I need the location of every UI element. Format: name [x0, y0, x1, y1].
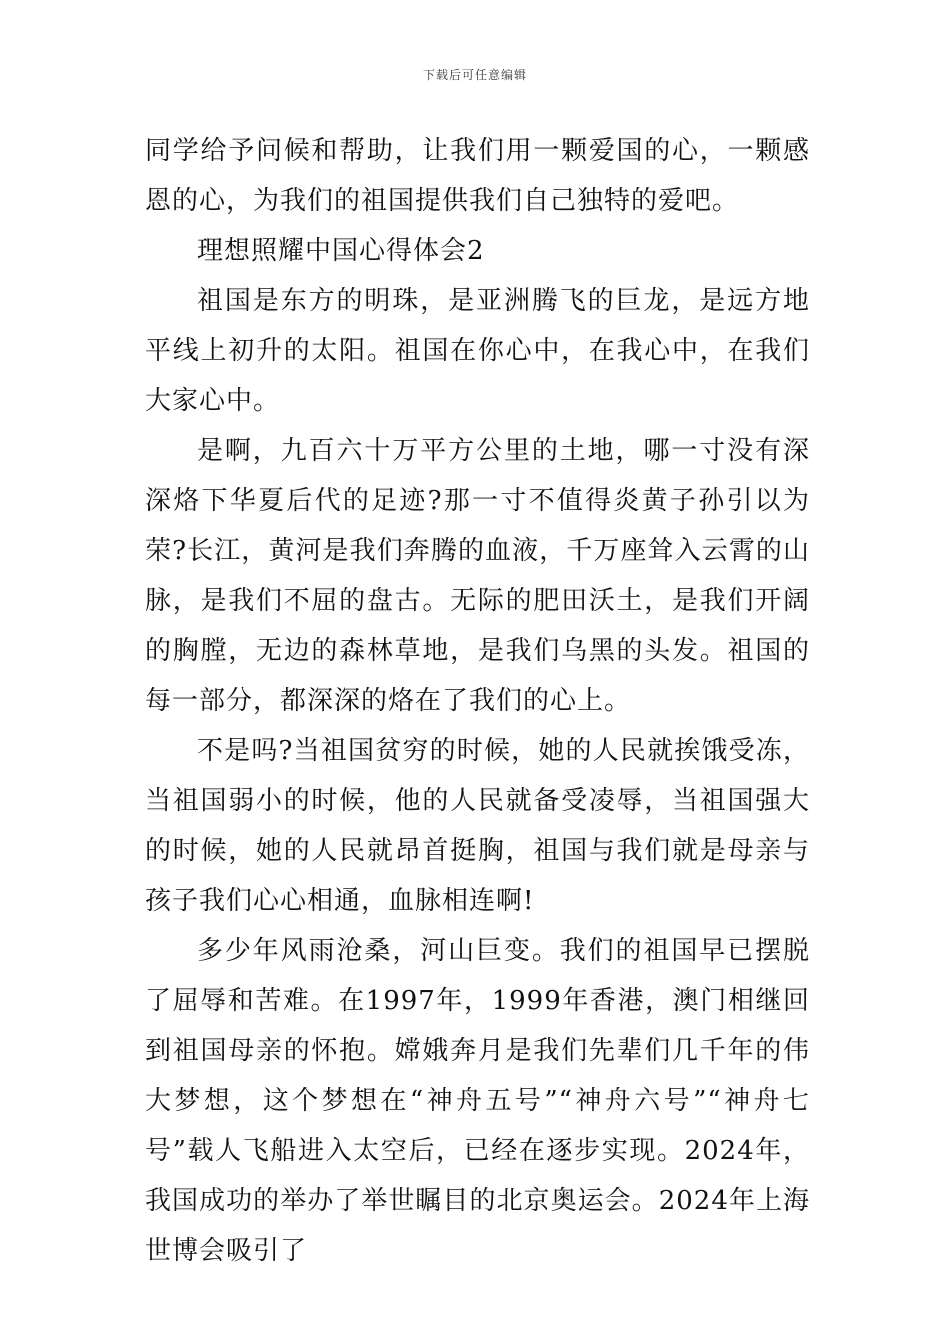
paragraph: 祖国是东方的明珠，是亚洲腾飞的巨龙，是远方地平线上初升的太阳。祖国在你心中，在我心中，在我们大家心中。	[145, 286, 810, 416]
paragraph: 是啊，九百六十万平方公里的土地，哪一寸没有深深烙下华夏后代的足迹?那一寸不值得炎黄子孙引以为荣?长江，黄河是我们奔腾的血液，千万座耸入云霄的山脉，是我们不屈的盘古。无际的肥田沃土，是我们开阔的胸膛，无边的森林草地，是我们乌黑的头发。祖国的每一部分，都深深的烙在了我们的心上。	[145, 436, 810, 716]
paragraph: 多少年风雨沧桑，河山巨变。我们的祖国早已摆脱了屈辱和苦难。在1997年，1999年香港，澳门相继回到祖国母亲的怀抱。嫦娥奔月是我们先辈们几千年的伟大梦想，这个梦想在“神舟五号”“神舟六号”“神舟七号”载人飞船进入太空后，已经在逐步实现。2024年，我国成功的举办了举世瞩目的北京奥运会。2024年上海世博会吸引了	[145, 936, 810, 1266]
page-header-note: 下载后可任意编辑	[422, 68, 527, 82]
paragraph: 不是吗?当祖国贫穷的时候，她的人民就挨饿受冻，当祖国弱小的时候，他的人民就备受凌辱，当祖国强大的时候，她的人民就昂首挺胸，祖国与我们就是母亲与孩子我们心心相通，血脉相连啊!	[145, 736, 810, 916]
paragraph-continuation: 同学给予问候和帮助，让我们用一颗爱国的心，一颗感恩的心，为我们的祖国提供我们自己独特的爱吧。	[145, 136, 810, 216]
section-title: 理想照耀中国心得体会2	[197, 236, 485, 266]
document-body	[145, 126, 810, 1276]
